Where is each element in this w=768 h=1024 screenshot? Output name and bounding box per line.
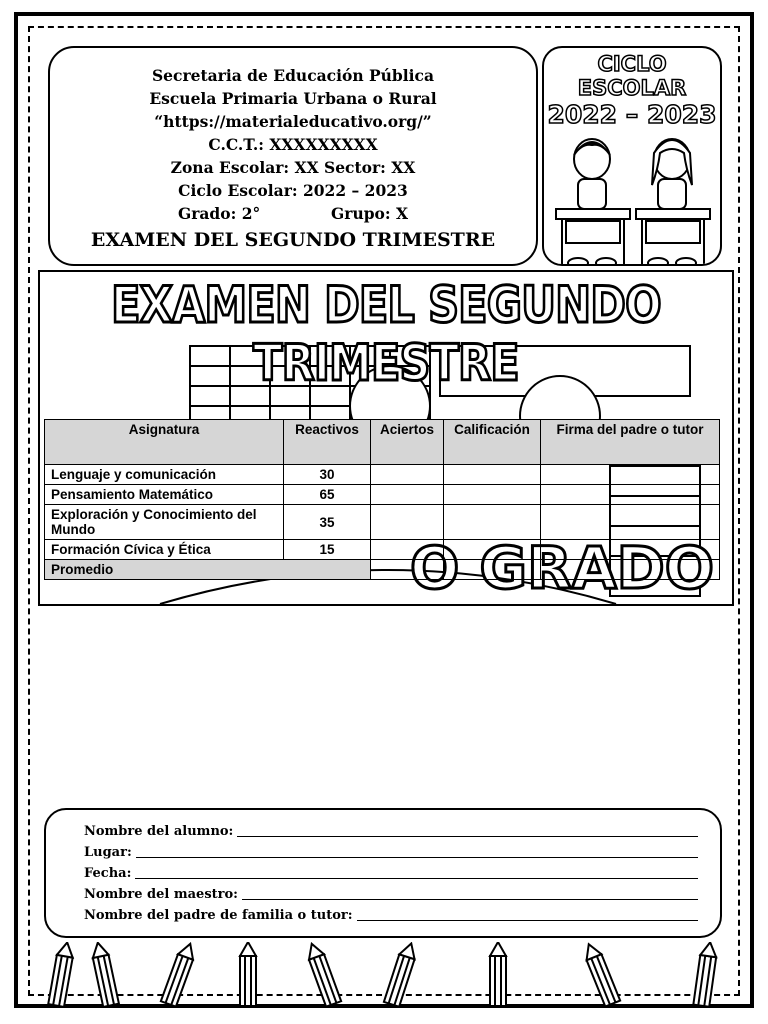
calificacion-cell[interactable] xyxy=(444,485,541,505)
place-field[interactable] xyxy=(84,845,698,860)
students-illustration xyxy=(544,129,720,266)
date-field[interactable] xyxy=(84,866,698,881)
school-header xyxy=(48,46,538,266)
header-calificacion: Calificación xyxy=(444,420,541,465)
firma-cell[interactable] xyxy=(541,505,720,540)
header-firma: Firma del padre o tutor xyxy=(541,420,720,465)
promedio-label: Promedio xyxy=(45,560,371,580)
subject-cell: Exploración y Conocimiento del Mundo xyxy=(45,505,284,540)
calificacion-cell[interactable] xyxy=(444,465,541,485)
cover-grado-text: O GRADO xyxy=(410,534,715,602)
field-label: Nombre del padre de familia o tutor: xyxy=(84,908,353,923)
logo-text-years: 2022 – 2023 xyxy=(547,100,717,129)
promedio-aciertos[interactable] xyxy=(371,560,444,580)
teacher-name-field[interactable] xyxy=(84,887,698,902)
calificacion-cell[interactable] xyxy=(444,505,541,540)
aciertos-cell[interactable] xyxy=(371,540,444,560)
pencils-border-illustration xyxy=(30,942,738,1008)
reactivos-cell: 65 xyxy=(284,485,371,505)
firma-cell[interactable] xyxy=(541,465,720,485)
header-line: Escuela Primaria Urbana o Rural xyxy=(149,89,437,108)
grupo-label: Grupo: X xyxy=(331,204,409,223)
promedio-calificacion[interactable] xyxy=(444,560,541,580)
promedio-row xyxy=(45,560,720,580)
header-line: Ciclo Escolar: 2022 – 2023 xyxy=(178,181,408,200)
header-line: Zona Escolar: XX Sector: XX xyxy=(170,158,416,177)
write-line[interactable] xyxy=(242,887,698,900)
reactivos-cell: 35 xyxy=(284,505,371,540)
subject-cell: Lenguaje y comunicación xyxy=(45,465,284,485)
parent-name-field[interactable] xyxy=(84,908,698,923)
reactivos-cell: 15 xyxy=(284,540,371,560)
subject-cell: Pensamiento Matemático xyxy=(45,485,284,505)
table-row xyxy=(45,540,720,560)
logo-text-ciclo: CICLO ESCOLAR xyxy=(577,52,687,100)
exam-title: EXAMEN DEL SEGUNDO TRIMESTRE xyxy=(90,229,496,251)
student-info-form xyxy=(44,808,722,938)
field-label: Lugar: xyxy=(84,845,132,860)
student-name-field[interactable] xyxy=(84,824,698,839)
grado-label: Grado: 2° xyxy=(177,204,261,223)
header-aciertos: Aciertos xyxy=(371,420,444,465)
table-header-row xyxy=(45,420,720,465)
header-line: “https://materialeducativo.org/” xyxy=(154,112,432,131)
write-line[interactable] xyxy=(135,866,698,879)
promedio-firma[interactable] xyxy=(541,560,720,580)
header-asignatura: Asignatura xyxy=(45,420,284,465)
school-year-logo xyxy=(542,46,722,266)
calificacion-cell[interactable] xyxy=(444,540,541,560)
header-line: C.C.T.: XXXXXXXXX xyxy=(208,135,378,154)
header-reactivos: Reactivos xyxy=(284,420,371,465)
write-line[interactable] xyxy=(357,908,698,921)
aciertos-cell[interactable] xyxy=(371,465,444,485)
write-line[interactable] xyxy=(237,824,698,837)
table-row xyxy=(45,465,720,485)
table-row xyxy=(45,505,720,540)
header-line: Secretaria de Educación Pública xyxy=(151,66,435,85)
firma-cell[interactable] xyxy=(541,540,720,560)
grades-table xyxy=(44,419,720,580)
write-line[interactable] xyxy=(136,845,698,858)
field-label: Nombre del alumno: xyxy=(84,824,234,839)
cover-title: EXAMEN DEL SEGUNDO TRIMESTRE xyxy=(111,276,661,392)
firma-cell[interactable] xyxy=(541,485,720,505)
grado-grupo-row xyxy=(50,202,536,225)
reactivos-cell: 30 xyxy=(284,465,371,485)
table-row xyxy=(45,485,720,505)
field-label: Nombre del maestro: xyxy=(84,887,238,902)
aciertos-cell[interactable] xyxy=(371,505,444,540)
subject-cell: Formación Cívica y Ética xyxy=(45,540,284,560)
aciertos-cell[interactable] xyxy=(371,485,444,505)
field-label: Fecha: xyxy=(84,866,132,881)
